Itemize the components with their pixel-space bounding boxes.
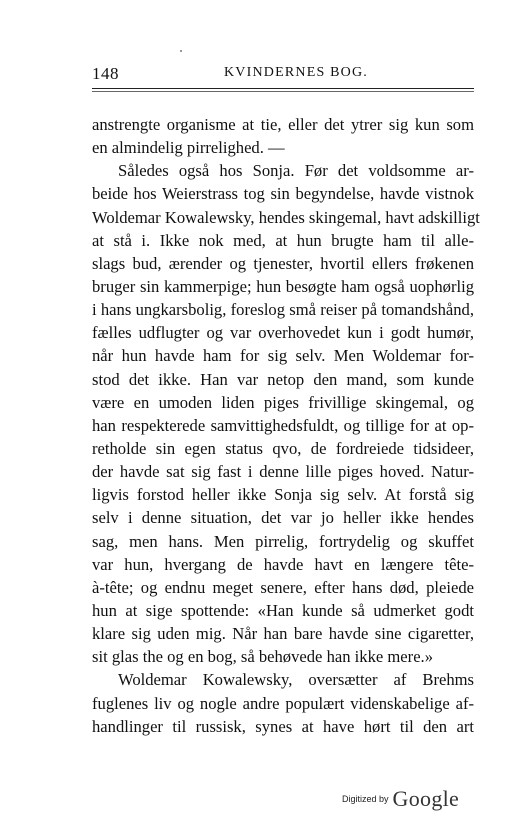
text-line: stod det ikke. Han var netop den mand, som kunde <box>92 369 474 389</box>
text-line: slags bud, ærender og tjenester, hvortil ellers frøkenen <box>92 253 474 273</box>
text-line: Woldemar Kowalewsky, hendes skingemal, havt adskilligt <box>92 207 480 227</box>
digitized-by-label: Digitized by <box>342 794 389 804</box>
text-line: at stå i. Ikke nok med, at hun brugte ham til alle- <box>92 230 474 250</box>
text-line: hun at sige spottende: «Han kunde så udmerket godt <box>92 600 474 620</box>
running-head <box>92 64 474 88</box>
text-line: ligvis forstod heller ikke Sonja sig selv. At forstå sig <box>92 485 474 505</box>
text-line: han respekterede samvittighedsfuldt, og tillige for at op- <box>92 415 474 435</box>
running-title: KVINDERNES BOG. <box>224 65 368 80</box>
google-logo: Google <box>392 786 460 811</box>
text-line: retholde sin egen status qvo, de fordreiede tidsideer, <box>92 438 474 458</box>
text-line: selv i denne situation, det var jo heller ikke hendes <box>92 508 474 528</box>
text-line: når hun havde ham for sig selv. Men Woldemar for- <box>92 346 474 366</box>
text-line: i hans ungkarsbolig, foreslog små reiser på tomandshånd, <box>92 300 474 320</box>
text-line: handlinger til russisk, synes at have hørt til den art <box>92 716 474 736</box>
text-line: anstrengte organisme at tie, eller det ytrer sig kun som <box>92 115 474 134</box>
text-line: der havde sat sig fast i denne lille piges hoved. Natur- <box>92 462 474 482</box>
text-line: Woldemar Kowalewsky, oversætter af Brehms <box>118 670 474 690</box>
text-line: à-tête; og endnu meget senere, efter hans død, pleiede <box>92 577 474 597</box>
digitization-watermark <box>342 786 459 810</box>
text-line: var hun, hvergang de havde havt en længere tête- <box>92 554 474 574</box>
header-rule-secondary <box>92 91 474 92</box>
text-line: fuglenes liv og nogle andre populært videnskabelige af- <box>92 693 474 713</box>
page-number: 148 <box>92 64 119 83</box>
paper-speck <box>180 50 182 52</box>
text-line: fælles udflugter og var overhovedet kun i godt humør, <box>92 323 474 343</box>
header-rule <box>92 88 474 89</box>
text-line: bruger sin kammerpige; hun besøgte ham også uophørlig <box>92 276 474 296</box>
text-line: være en umoden liden piges frivillige skingemal, og <box>92 392 474 412</box>
text-line: en almindelig pirrelighed. — <box>92 138 285 158</box>
text-line: klare sig uden mig. Når han bare havde sine cigaretter, <box>92 624 474 644</box>
text-line: sag, men hans. Men pirrelig, fortrydelig og skuffet <box>92 531 474 551</box>
text-line: Således også hos Sonja. Før det voldsomme ar- <box>118 161 474 181</box>
text-line: sit glas the og en bog, så behøvede han ikke mere.» <box>92 647 433 667</box>
body-text <box>92 113 480 738</box>
text-line: beide hos Weierstrass tog sin begyndelse, havde vistnok <box>92 184 474 204</box>
